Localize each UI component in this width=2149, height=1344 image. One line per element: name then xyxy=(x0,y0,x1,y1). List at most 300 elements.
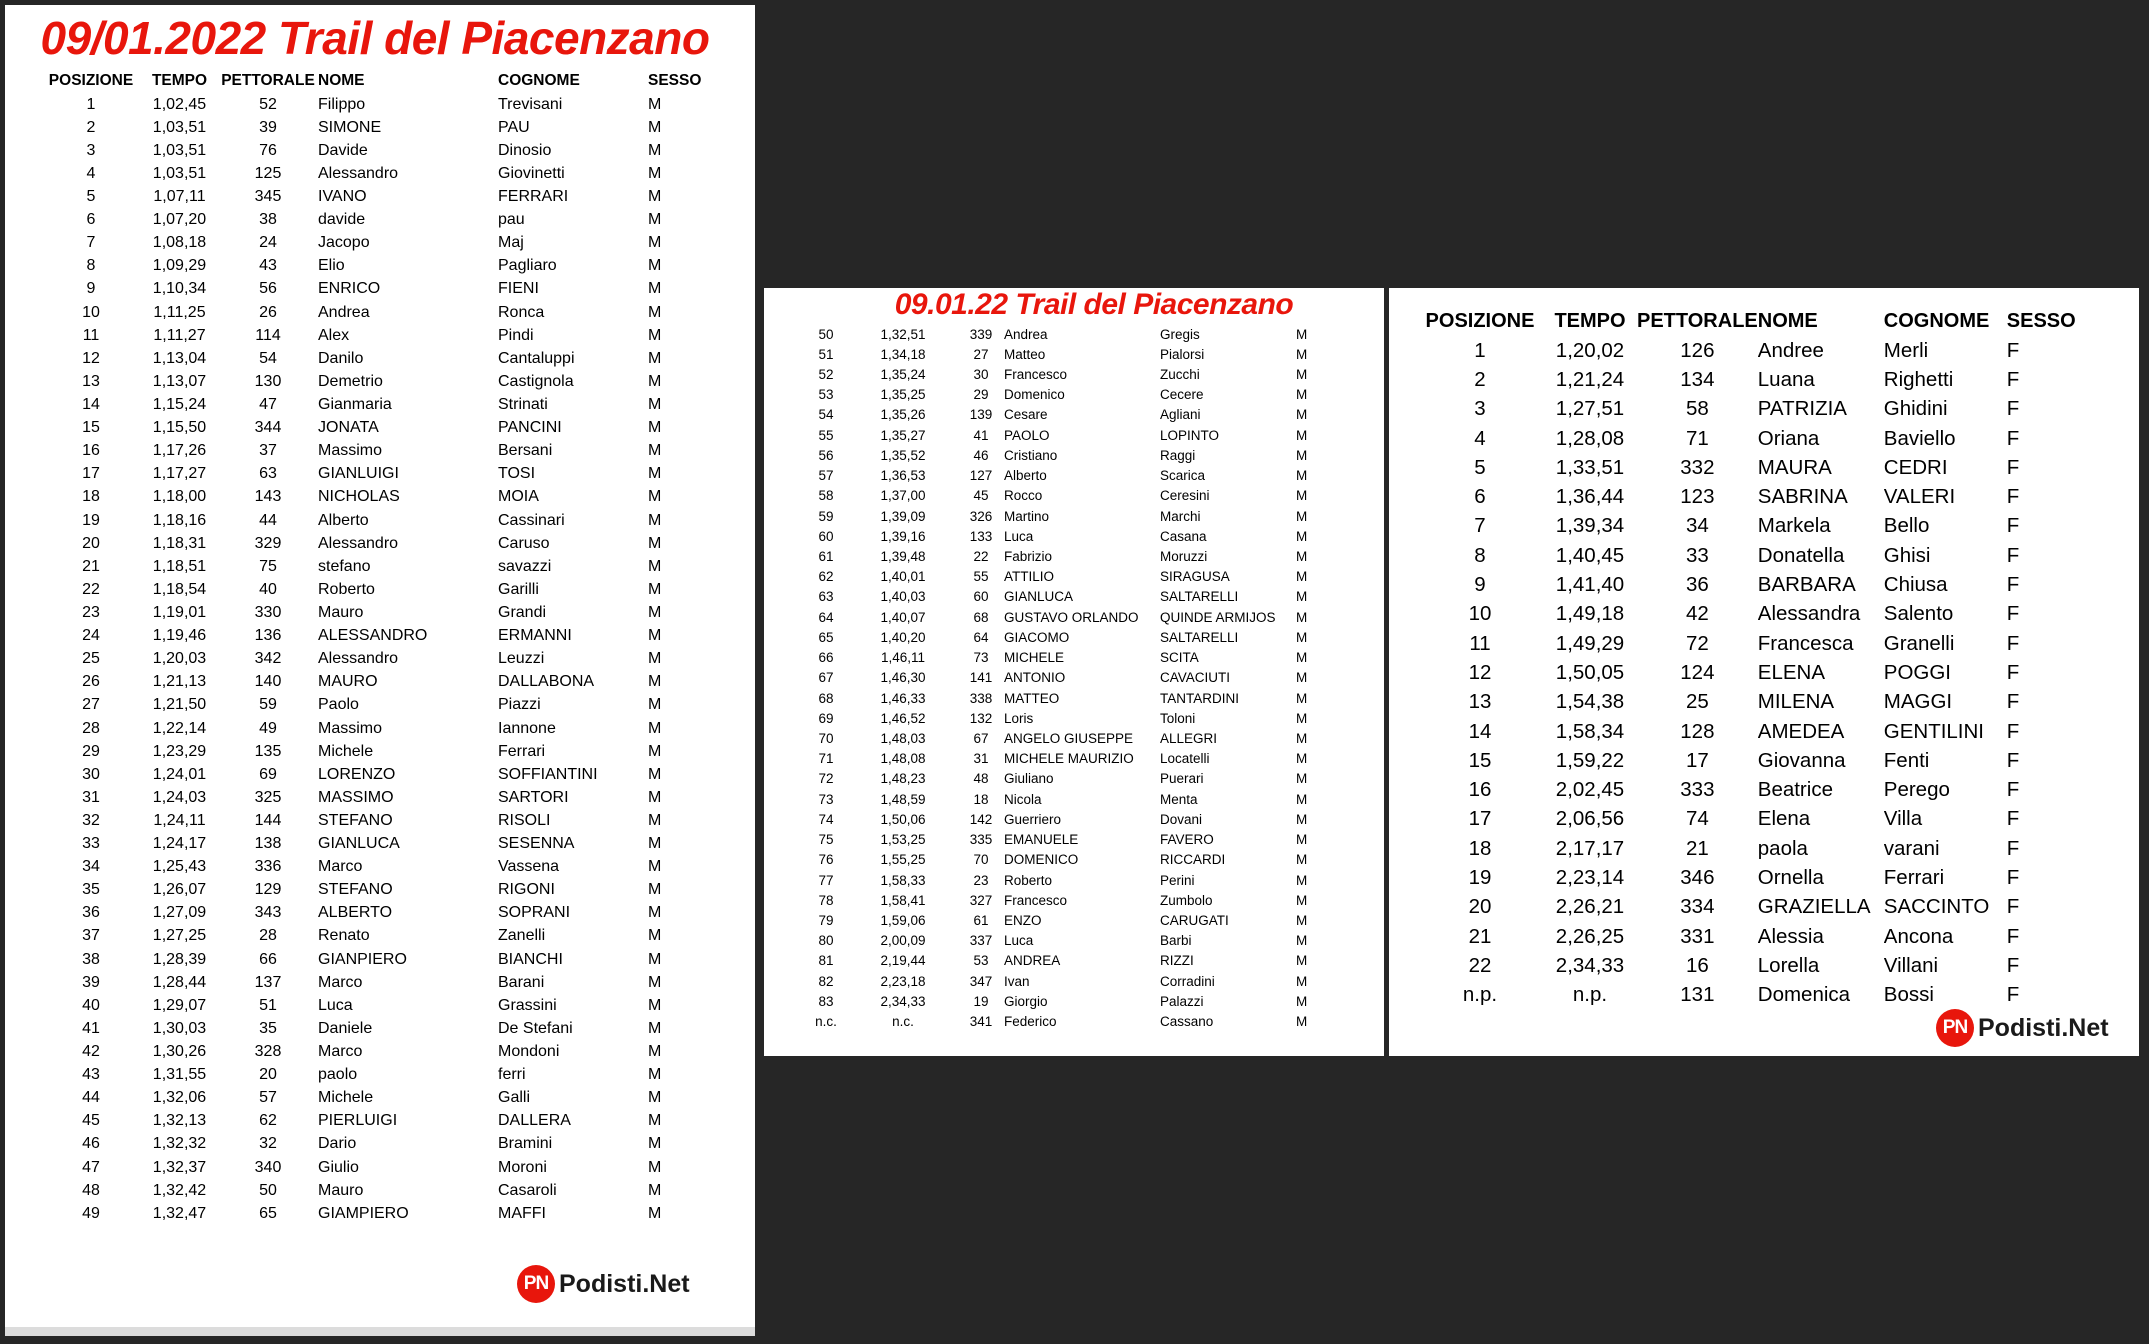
cell-last-name: ALLEGRI xyxy=(1160,730,1218,746)
cell-last-name: Giovinetti xyxy=(498,164,565,182)
cell-sex: M xyxy=(1296,650,1308,666)
cell-first-name: GRAZIELLA xyxy=(1757,895,1871,919)
cell-sex: M xyxy=(648,234,662,252)
cell-position: 2 xyxy=(1474,367,1486,391)
table-row xyxy=(804,991,1336,1011)
cell-sex: M xyxy=(1296,670,1308,686)
table-row xyxy=(804,971,1336,991)
cell-bib: 38 xyxy=(259,211,277,229)
cell-first-name: MICHELE xyxy=(1004,650,1065,666)
cell-bib: 74 xyxy=(1685,807,1709,831)
cell-bib: 143 xyxy=(254,488,282,506)
cell-first-name: Federico xyxy=(1004,1014,1057,1030)
cell-sex: M xyxy=(1296,892,1308,908)
table-row xyxy=(804,546,1336,566)
cell-position: 15 xyxy=(1468,748,1492,772)
cell-sex: M xyxy=(648,996,662,1014)
cell-first-name: Elena xyxy=(1757,807,1811,831)
table-row xyxy=(41,232,718,255)
header-last-name: COGNOME xyxy=(498,72,580,89)
cell-bib: 137 xyxy=(254,973,282,991)
header-last-name: COGNOME xyxy=(1883,309,1990,332)
cell-time: 1,28,44 xyxy=(152,973,207,991)
cell-bib: 327 xyxy=(969,892,993,908)
cell-time: 1,35,24 xyxy=(880,367,926,383)
cell-position: 31 xyxy=(82,788,100,806)
cell-last-name: Ghidini xyxy=(1883,397,1948,421)
cell-bib: 135 xyxy=(254,742,282,760)
table-row xyxy=(804,931,1336,951)
cell-last-name: BIANCHI xyxy=(498,950,563,968)
cell-time: 1,40,07 xyxy=(880,609,926,625)
cell-first-name: PATRIZIA xyxy=(1757,397,1847,421)
cell-last-name: MOIA xyxy=(498,488,539,506)
cell-position: 11 xyxy=(82,326,100,344)
cell-bib: 27 xyxy=(973,346,989,362)
cell-time: 2,26,25 xyxy=(1555,924,1625,948)
cell-time: 1,20,03 xyxy=(152,650,207,668)
cell-position: 66 xyxy=(818,650,834,666)
cell-bib: 326 xyxy=(969,508,993,524)
table-row xyxy=(41,786,718,809)
cell-first-name: Ivan xyxy=(1004,973,1030,989)
cell-position: 69 xyxy=(818,710,834,726)
cell-bib: 58 xyxy=(1685,397,1709,421)
cell-bib: 336 xyxy=(254,858,282,876)
cell-position: 38 xyxy=(82,950,100,968)
cell-first-name: Davide xyxy=(318,141,368,159)
cell-position: 16 xyxy=(1468,778,1492,802)
cell-time: 1,21,24 xyxy=(1555,367,1625,391)
cell-bib: 31 xyxy=(973,751,989,767)
cell-position: 7 xyxy=(1474,514,1486,538)
cell-last-name: SESENNA xyxy=(498,835,575,853)
cell-last-name: De Stefani xyxy=(498,1019,573,1037)
cell-sex: M xyxy=(648,164,662,182)
cell-bib: 60 xyxy=(973,589,989,605)
cell-position: 47 xyxy=(82,1158,100,1176)
cell-time: 1,19,46 xyxy=(152,627,207,645)
table-row xyxy=(41,578,718,601)
header-bib: PETTORALE xyxy=(221,72,315,89)
cell-time: 2,02,45 xyxy=(1555,778,1625,802)
cell-position: 11 xyxy=(1469,631,1491,655)
cell-time: 1,50,05 xyxy=(1555,660,1625,684)
cell-position: 76 xyxy=(818,852,834,868)
cell-last-name: Perego xyxy=(1883,778,1950,802)
page-title: 09/01.2022 Trail del Piacenzano xyxy=(40,12,710,64)
cell-first-name: BARBARA xyxy=(1757,573,1856,597)
cell-sex: M xyxy=(1296,508,1308,524)
cell-first-name: MAURO xyxy=(318,673,378,691)
cell-position: 73 xyxy=(818,791,834,807)
table-row xyxy=(41,116,718,139)
cell-position: 37 xyxy=(82,927,100,945)
cell-last-name: Salento xyxy=(1883,602,1954,626)
table-row xyxy=(41,278,718,301)
cell-last-name: CARUGATI xyxy=(1160,912,1229,928)
table-row xyxy=(41,948,718,971)
cell-sex: F xyxy=(2006,807,2020,831)
table-row xyxy=(41,1110,718,1133)
cell-last-name: Menta xyxy=(1160,791,1198,807)
cell-position: 43 xyxy=(82,1066,100,1084)
cell-bib: 335 xyxy=(969,832,993,848)
cell-first-name: Domenica xyxy=(1757,983,1851,1007)
cell-last-name: RIZZI xyxy=(1160,953,1194,969)
cell-time: 1,28,39 xyxy=(152,950,207,968)
table-row xyxy=(41,440,718,463)
cell-time: 1,34,18 xyxy=(880,346,926,362)
header-first-name: NOME xyxy=(318,72,365,89)
table-row xyxy=(41,532,718,555)
cell-sex: M xyxy=(648,118,662,136)
cell-first-name: Andrea xyxy=(1004,326,1048,342)
table-row xyxy=(804,1011,1336,1031)
cell-bib: 332 xyxy=(1680,455,1715,479)
cell-time: 1,49,29 xyxy=(1555,631,1625,655)
cell-position: 35 xyxy=(82,881,100,899)
table-header-row xyxy=(41,69,718,93)
cell-first-name: Lorella xyxy=(1757,953,1820,977)
cell-last-name: ferri xyxy=(498,1066,526,1084)
cell-last-name: Piazzi xyxy=(498,696,541,714)
cell-bib: 141 xyxy=(969,670,993,686)
cell-first-name: AMEDEA xyxy=(1757,719,1845,743)
cell-bib: 125 xyxy=(254,164,282,182)
table-row xyxy=(804,607,1336,627)
cell-position: 22 xyxy=(1468,953,1492,977)
cell-last-name: SACCINTO xyxy=(1883,895,1990,919)
cell-bib: 26 xyxy=(259,303,277,321)
table-row xyxy=(804,890,1336,910)
cell-time: 1,13,07 xyxy=(152,372,207,390)
table-row xyxy=(41,509,718,532)
cell-first-name: Paolo xyxy=(318,696,359,714)
cell-bib: 20 xyxy=(259,1066,277,1084)
table-row xyxy=(804,648,1336,668)
cell-sex: M xyxy=(648,788,662,806)
cell-sex: M xyxy=(1296,852,1308,868)
cell-position: n.c. xyxy=(815,1014,837,1030)
table-row xyxy=(804,567,1336,587)
cell-last-name: Leuzzi xyxy=(498,650,545,668)
cell-bib: 329 xyxy=(254,534,282,552)
cell-position: 28 xyxy=(82,719,100,737)
cell-last-name: Chiusa xyxy=(1883,573,1948,597)
cell-bib: 144 xyxy=(254,811,282,829)
cell-sex: F xyxy=(2006,660,2020,684)
cell-first-name: MATTEO xyxy=(1004,690,1060,706)
results-page-men-2 xyxy=(764,288,1384,1056)
cell-sex: F xyxy=(2006,719,2020,743)
cell-sex: F xyxy=(2006,778,2020,802)
cell-first-name: Ornella xyxy=(1757,865,1824,889)
cell-bib: 347 xyxy=(969,973,993,989)
cell-bib: 59 xyxy=(259,696,277,714)
cell-sex: M xyxy=(648,1181,662,1199)
cell-time: 1,58,41 xyxy=(880,892,926,908)
table-row xyxy=(41,1040,718,1063)
cell-bib: 67 xyxy=(973,730,989,746)
cell-position: 2 xyxy=(86,118,96,136)
cell-first-name: ENZO xyxy=(1004,912,1042,928)
cell-first-name: Danilo xyxy=(318,349,364,367)
cell-last-name: Bramini xyxy=(498,1135,553,1153)
cell-bib: 330 xyxy=(254,603,282,621)
cell-bib: 22 xyxy=(973,549,989,565)
cell-sex: M xyxy=(1296,933,1308,949)
table-row xyxy=(1417,805,2087,834)
cell-time: 1,32,37 xyxy=(152,1158,207,1176)
cell-sex: M xyxy=(1296,973,1308,989)
table-row xyxy=(41,994,718,1017)
table-header-row xyxy=(1417,306,2087,336)
cell-position: 56 xyxy=(818,447,834,463)
cell-bib: 63 xyxy=(259,465,277,483)
cell-bib: 41 xyxy=(973,427,989,443)
cell-position: 9 xyxy=(86,280,96,298)
cell-first-name: Elio xyxy=(318,257,345,275)
cell-bib: 57 xyxy=(259,1089,277,1107)
cell-last-name: Villa xyxy=(1883,807,1923,831)
cell-position: 65 xyxy=(818,629,834,645)
cell-last-name: Moroni xyxy=(498,1158,547,1176)
cell-sex: M xyxy=(648,904,662,922)
cell-first-name: GIANLUCA xyxy=(318,835,400,853)
cell-time: 1,25,43 xyxy=(152,858,207,876)
cell-time: 1,30,03 xyxy=(152,1019,207,1037)
table-row xyxy=(804,445,1336,465)
cell-sex: M xyxy=(648,534,662,552)
cell-time: 1,39,48 xyxy=(880,549,926,565)
cell-bib: 66 xyxy=(259,950,277,968)
cell-position: 27 xyxy=(82,696,100,714)
cell-bib: 68 xyxy=(973,609,989,625)
header-bib: PETTORALE xyxy=(1637,309,1758,332)
cell-bib: 127 xyxy=(969,468,993,484)
cell-sex: F xyxy=(2006,602,2020,626)
cell-bib: 114 xyxy=(255,326,281,344)
cell-last-name: POGGI xyxy=(1883,660,1951,684)
cell-last-name: Moruzzi xyxy=(1160,549,1208,565)
cell-first-name: Roberto xyxy=(318,580,375,598)
cell-sex: F xyxy=(2006,514,2020,538)
cell-time: 1,17,27 xyxy=(152,465,207,483)
cell-sex: F xyxy=(2006,367,2020,391)
cell-time: 1,54,38 xyxy=(1555,690,1625,714)
cell-position: 60 xyxy=(818,528,834,544)
cell-time: 1,50,06 xyxy=(880,811,926,827)
cell-time: 1,39,34 xyxy=(1555,514,1625,538)
cell-bib: 334 xyxy=(1680,895,1715,919)
cell-time: 1,18,54 xyxy=(152,580,207,598)
cell-sex: M xyxy=(648,765,662,783)
table-row xyxy=(41,370,718,393)
cell-last-name: Trevisani xyxy=(498,95,563,113)
cell-time: 1,49,18 xyxy=(1555,602,1625,626)
cell-first-name: Alberto xyxy=(318,511,369,529)
cell-position: 41 xyxy=(82,1019,100,1037)
cell-last-name: Baviello xyxy=(1883,426,1956,450)
cell-first-name: Markela xyxy=(1757,514,1831,538)
cell-sex: M xyxy=(648,927,662,945)
cell-sex: F xyxy=(2006,397,2020,421)
cell-sex: M xyxy=(648,973,662,991)
cell-time: 1,59,06 xyxy=(880,912,926,928)
cell-first-name: STEFANO xyxy=(318,881,393,899)
cell-sex: M xyxy=(648,742,662,760)
cell-sex: F xyxy=(2006,573,2020,597)
cell-first-name: EMANUELE xyxy=(1004,832,1079,848)
cell-time: 1,15,50 xyxy=(152,419,207,437)
cell-time: 1,15,24 xyxy=(152,395,207,413)
cell-last-name: Toloni xyxy=(1160,710,1196,726)
table-row xyxy=(41,648,718,671)
cell-time: 1,32,06 xyxy=(152,1089,207,1107)
cell-position: 5 xyxy=(86,187,96,205)
cell-bib: 40 xyxy=(259,580,277,598)
cell-sex: M xyxy=(1296,771,1308,787)
cell-last-name: Perini xyxy=(1160,872,1195,888)
results-page-women xyxy=(1389,288,2139,1056)
cell-last-name: CAVACIUTI xyxy=(1160,670,1231,686)
cell-time: 1,24,01 xyxy=(152,765,207,783)
cell-first-name: Alex xyxy=(318,326,350,344)
cell-first-name: ENRICO xyxy=(318,280,381,298)
cell-bib: 123 xyxy=(1680,485,1715,509)
table-row xyxy=(804,506,1336,526)
table-row xyxy=(1417,541,2087,570)
table-row xyxy=(41,879,718,902)
cell-sex: M xyxy=(648,1089,662,1107)
table-row xyxy=(41,417,718,440)
cell-position: 12 xyxy=(1468,660,1492,684)
cell-time: 1,31,55 xyxy=(152,1066,207,1084)
cell-first-name: Fabrizio xyxy=(1004,549,1053,565)
cell-time: 1,21,50 xyxy=(152,696,207,714)
cell-bib: 131 xyxy=(1680,983,1715,1007)
table-row xyxy=(1417,336,2087,365)
cell-last-name: Granelli xyxy=(1883,631,1955,655)
cell-sex: M xyxy=(648,1019,662,1037)
cell-position: 72 xyxy=(818,771,834,787)
cell-sex: M xyxy=(648,719,662,737)
cell-bib: 53 xyxy=(973,953,989,969)
cell-bib: 47 xyxy=(259,395,277,413)
table-row xyxy=(41,185,718,208)
cell-bib: 72 xyxy=(1685,631,1709,655)
cell-last-name: Iannone xyxy=(498,719,556,737)
cell-time: 1,35,25 xyxy=(880,387,926,403)
cell-position: 61 xyxy=(818,549,834,565)
table-row xyxy=(41,301,718,324)
cell-last-name: Pialorsi xyxy=(1160,346,1205,362)
cell-time: 1,46,33 xyxy=(880,690,926,706)
pn-logo-icon: PN xyxy=(1936,1009,1974,1047)
cell-sex: F xyxy=(2006,865,2020,889)
cell-sex: M xyxy=(648,1112,662,1130)
cell-position: 6 xyxy=(86,211,96,229)
cell-time: 1,07,11 xyxy=(153,187,206,205)
cell-first-name: Giovanna xyxy=(1757,748,1846,772)
cell-sex: M xyxy=(1296,912,1308,928)
cell-first-name: Martino xyxy=(1004,508,1050,524)
cell-position: 57 xyxy=(818,468,834,484)
cell-last-name: SOFFIANTINI xyxy=(498,765,598,783)
cell-bib: 71 xyxy=(1685,426,1709,450)
cell-sex: M xyxy=(648,349,662,367)
cell-sex: M xyxy=(1296,832,1308,848)
cell-sex: M xyxy=(648,811,662,829)
cell-bib: 129 xyxy=(254,881,282,899)
cell-last-name: Marchi xyxy=(1160,508,1201,524)
cell-last-name: MAFFI xyxy=(498,1204,546,1222)
table-row xyxy=(1417,453,2087,482)
cell-last-name: LOPINTO xyxy=(1160,427,1220,443)
cell-time: 1,26,07 xyxy=(152,881,207,899)
cell-position: n.p. xyxy=(1462,983,1498,1007)
cell-position: 68 xyxy=(818,690,834,706)
cell-last-name: RISOLI xyxy=(498,811,551,829)
cell-bib: 124 xyxy=(1680,660,1715,684)
cell-bib: 338 xyxy=(969,690,993,706)
cell-sex: M xyxy=(648,326,662,344)
table-row xyxy=(1417,424,2087,453)
cell-bib: 45 xyxy=(973,488,989,504)
header-sex: SESSO xyxy=(648,72,702,89)
table-row xyxy=(41,255,718,278)
cell-position: 1 xyxy=(86,95,96,113)
table-row xyxy=(1417,717,2087,746)
cell-first-name: Francesco xyxy=(1004,367,1068,383)
cell-position: 40 xyxy=(82,996,100,1014)
cell-first-name: NICHOLAS xyxy=(318,488,400,506)
cell-position: 4 xyxy=(1474,426,1486,450)
cell-bib: 18 xyxy=(973,791,989,807)
table-row xyxy=(804,688,1336,708)
header-time: TEMPO xyxy=(151,72,208,89)
cell-position: 48 xyxy=(82,1181,100,1199)
cell-first-name: Marco xyxy=(318,858,363,876)
table-row xyxy=(1417,746,2087,775)
cell-position: 22 xyxy=(82,580,100,598)
table-row xyxy=(41,209,718,232)
cell-bib: 70 xyxy=(973,852,989,868)
cell-position: 25 xyxy=(82,650,100,668)
cell-time: 1,32,51 xyxy=(880,326,926,342)
table-row xyxy=(1417,834,2087,863)
cell-first-name: PIERLUIGI xyxy=(318,1112,398,1130)
cell-first-name: Matteo xyxy=(1004,346,1046,362)
cell-sex: M xyxy=(648,557,662,575)
table-row xyxy=(41,601,718,624)
cell-sex: M xyxy=(1296,427,1308,443)
cell-bib: 346 xyxy=(1680,865,1715,889)
cell-time: 2,23,14 xyxy=(1555,865,1625,889)
cell-last-name: Dovani xyxy=(1160,811,1203,827)
cell-bib: 24 xyxy=(259,234,277,252)
cell-first-name: Massimo xyxy=(318,442,383,460)
cell-position: 53 xyxy=(818,387,834,403)
table-row xyxy=(41,93,718,116)
cell-position: 20 xyxy=(1468,895,1492,919)
table-row xyxy=(41,1133,718,1156)
cell-sex: M xyxy=(1296,710,1308,726)
cell-time: 2,34,33 xyxy=(880,993,926,1009)
cell-sex: M xyxy=(648,141,662,159)
cell-time: 1,39,16 xyxy=(880,528,926,544)
